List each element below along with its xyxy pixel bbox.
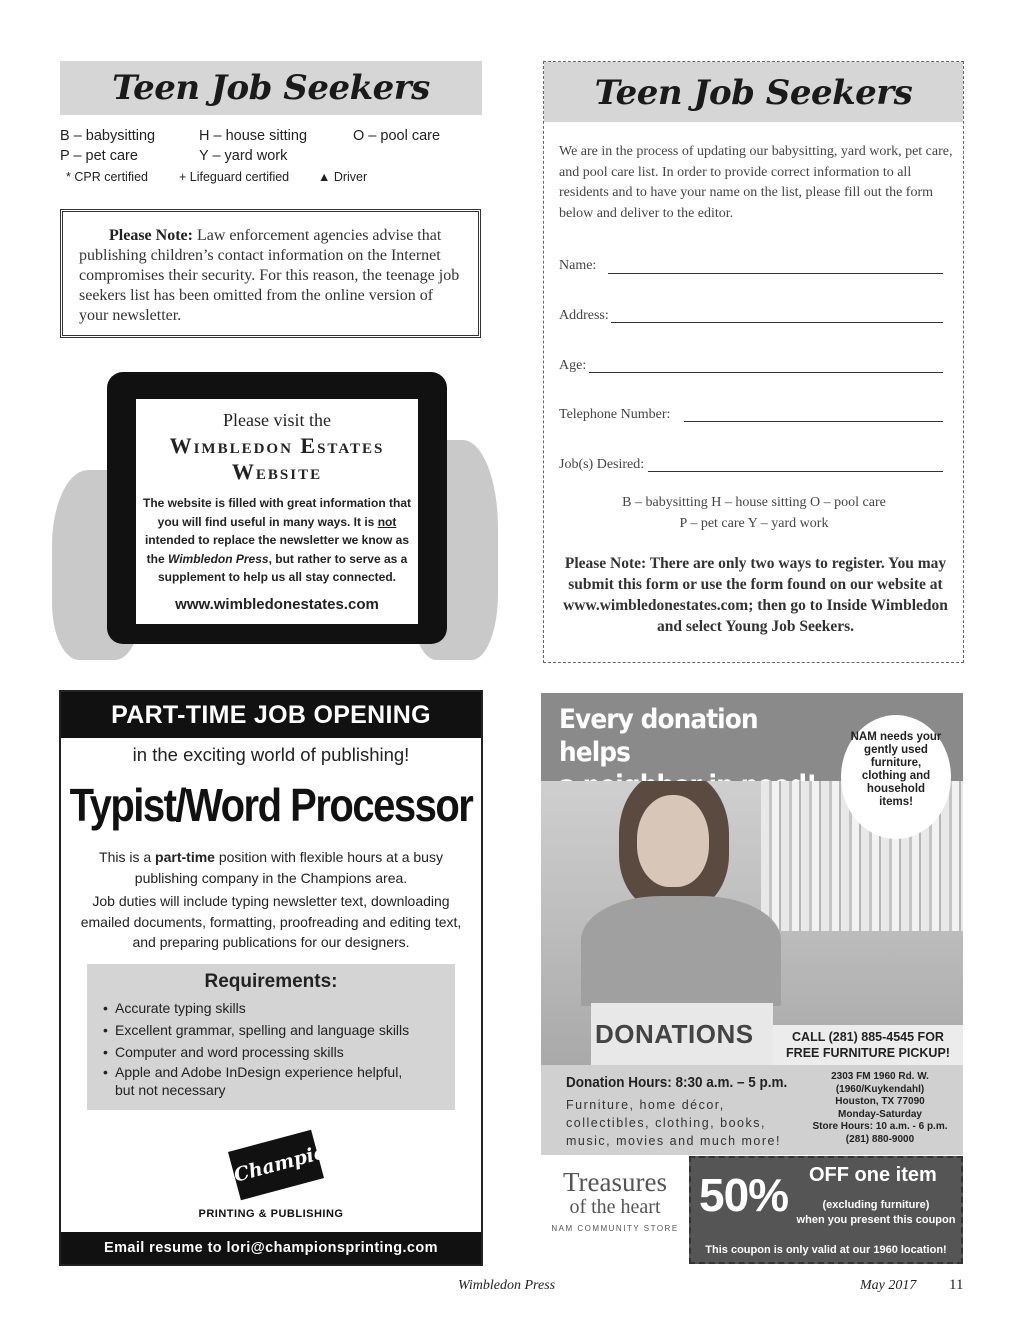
- nam-bubble: NAM needs your gently used furniture, clothing and household items!: [841, 715, 951, 839]
- requirement-item: • Computer and word processing skills: [101, 1041, 421, 1063]
- legend-b: B – babysitting: [60, 128, 156, 144]
- treasures-logo: [545, 1168, 685, 1233]
- requirements-box: [87, 964, 455, 1110]
- jobs-input[interactable]: [648, 471, 943, 472]
- job-subheader: in the exciting world of publishing!: [132, 744, 410, 765]
- site-name-line1: Wimbledon Estates: [169, 433, 385, 458]
- requirement-item: • Accurate typing skills: [101, 997, 421, 1019]
- teen-title: Teen Job Seekers: [112, 68, 430, 108]
- store-address-3: Houston, TX 77090: [835, 1096, 925, 1107]
- donation-box: [591, 1003, 773, 1065]
- age-label: Age:: [559, 358, 587, 373]
- tablet: [107, 372, 447, 644]
- privacy-note-text: Law enforcement agencies advise that publishing children’s contact information on the Internet compromises their security. For this reason, the teenage job seekers list has been omitted from the online version of your newsletter.: [79, 227, 460, 324]
- job-title: Typist/Word Processor: [69, 780, 473, 832]
- footer-publication: Wimbledon Press: [458, 1278, 556, 1293]
- store-address-4: Monday-Saturday: [838, 1108, 922, 1120]
- age-input[interactable]: [589, 372, 943, 373]
- privacy-note: [60, 209, 481, 338]
- champions-logo: Champions: [228, 1130, 324, 1201]
- form-legend: [544, 492, 964, 534]
- privacy-note-label: Please Note:: [109, 227, 193, 244]
- requirements-list: [101, 997, 421, 1099]
- pickup-call-1: CALL (281) 885-4545 FOR: [792, 1030, 944, 1044]
- website-desc-italic: Wimbledon Press: [168, 551, 269, 566]
- website-url[interactable]: www.wimbledonestates.com: [175, 595, 379, 613]
- requirement-item: • Apple and Adobe InDesign experience helpful, but not necessary: [101, 1063, 421, 1099]
- store-address-6: (281) 880-9000: [845, 1133, 915, 1145]
- registration-form: [543, 61, 964, 663]
- requirements-title: Requirements:: [204, 971, 338, 992]
- woman-body: [581, 896, 781, 1006]
- job-desc-1b: position with flexible hours at a busy publishing company in the Champions area.: [134, 849, 443, 886]
- address-label: Address:: [559, 308, 609, 323]
- footer-page-number: 11: [949, 1277, 964, 1293]
- form-title: Teen Job Seekers: [594, 73, 913, 113]
- coupon-exclusion: (excluding furniture): [822, 1199, 930, 1211]
- printing-publishing: PRINTING & PUBLISHING: [198, 1208, 344, 1220]
- coupon-present: when you present this coupon: [796, 1214, 956, 1226]
- job-header: PART-TIME JOB OPENING: [61, 692, 481, 738]
- pickup-call: [773, 1025, 963, 1065]
- coupon-percent: 50%: [699, 1169, 789, 1221]
- donation-headline-1: Every donation helps: [559, 704, 758, 768]
- site-name-line2: Website: [231, 459, 323, 484]
- coupon-conditions: [791, 1198, 961, 1228]
- store-address-5: Store Hours: 10 a.m. - 6 p.m.: [812, 1121, 948, 1132]
- store-address-1: 2303 FM 1960 Rd. W.: [831, 1071, 929, 1082]
- job-email[interactable]: Email resume to lori@championsprinting.com: [61, 1232, 481, 1264]
- website-desc-1: The website is filled with great information that you will find useful in many ways. It is: [142, 496, 412, 529]
- woman-face: [637, 795, 709, 887]
- legend-driver: ▲ Driver: [318, 170, 368, 184]
- address-input[interactable]: [611, 322, 943, 323]
- coupon[interactable]: [689, 1156, 963, 1264]
- job-ad: [59, 690, 483, 1266]
- legend-cpr: * CPR certified: [66, 170, 148, 184]
- treasures-store: NAM COMMUNITY STORE: [551, 1224, 679, 1233]
- phone-label: Telephone Number:: [559, 407, 671, 422]
- job-desc-1a: This is a: [99, 849, 156, 865]
- donation-items: [566, 1096, 781, 1150]
- store-address: [805, 1071, 955, 1146]
- donation-items-3: music, movies and much more!: [566, 1134, 781, 1148]
- coupon-off: OFF one item: [809, 1164, 937, 1186]
- job-description-2: Job duties will include typing newsletter text, downloading emailed documents, formatting, proofreading and editing text, and preparing publications for our designers.: [80, 893, 462, 950]
- job-legend: [60, 128, 482, 190]
- footer-date: May 2017: [860, 1278, 917, 1293]
- hours-title: Donation Hours: 8:30 a.m. – 5 p.m.: [566, 1074, 788, 1091]
- donation-hours: [541, 1065, 963, 1155]
- form-legend-line1: B – babysitting H – house sitting O – pool care: [622, 495, 886, 510]
- store-address-2: (1960/Kuykendahl): [835, 1083, 925, 1095]
- donation-items-2: collectibles, clothing, books,: [566, 1116, 766, 1130]
- donation-ad: [541, 693, 963, 1065]
- legend-p: P – pet care: [60, 148, 138, 164]
- visit-text: Please visit the: [223, 410, 331, 430]
- form-legend-line2: P – pet care Y – yard work: [679, 516, 829, 531]
- form-note: Please Note: There are only two ways to register. You may submit this form or use the form found on our website at www.wimbledonestates.com; then go to Inside Wimbledon and select Young Job Seekers.: [563, 555, 948, 635]
- legend-y: Y – yard work: [199, 148, 288, 164]
- donations-word: DONATIONS: [595, 1019, 754, 1049]
- jobs-label: Job(s) Desired:: [559, 457, 645, 472]
- website-description: [142, 494, 412, 587]
- form-intro: We are in the process of updating our babysitting, yard work, pet care, and pool care list. In order to provide correct information to all residents and to have your name on the list, please fill out the form below and deliver to the editor.: [559, 144, 953, 221]
- name-label: Name:: [559, 258, 597, 273]
- coupon-note: This coupon is only valid at our 1960 location!: [705, 1244, 947, 1256]
- requirement-item: • Excellent grammar, spelling and language skills: [101, 1019, 421, 1041]
- tablet-screen: [136, 399, 418, 624]
- job-description-1: [91, 847, 451, 888]
- phone-input[interactable]: [684, 421, 943, 422]
- teen-title-bar: [60, 61, 482, 115]
- treasures-heart: of the heart: [569, 1196, 661, 1218]
- treasures-word: Treasures: [563, 1167, 667, 1197]
- name-input[interactable]: [608, 273, 943, 274]
- job-desc-1-bold: part-time: [155, 849, 215, 865]
- website-desc-2: intended to replace the newsletter we know as the: [144, 533, 410, 566]
- form-title-bar: [544, 62, 963, 122]
- pickup-call-2: FREE FURNITURE PICKUP!: [786, 1046, 950, 1060]
- legend-o: O – pool care: [353, 128, 441, 144]
- legend-lifeguard: + Lifeguard certified: [179, 170, 290, 184]
- website-desc-3: , but rather to serve as a supplement to help us all stay connected.: [157, 551, 408, 584]
- website-desc-not: not: [377, 514, 397, 529]
- legend-h: H – house sitting: [199, 128, 308, 144]
- donation-items-1: Furniture, home décor,: [566, 1098, 725, 1112]
